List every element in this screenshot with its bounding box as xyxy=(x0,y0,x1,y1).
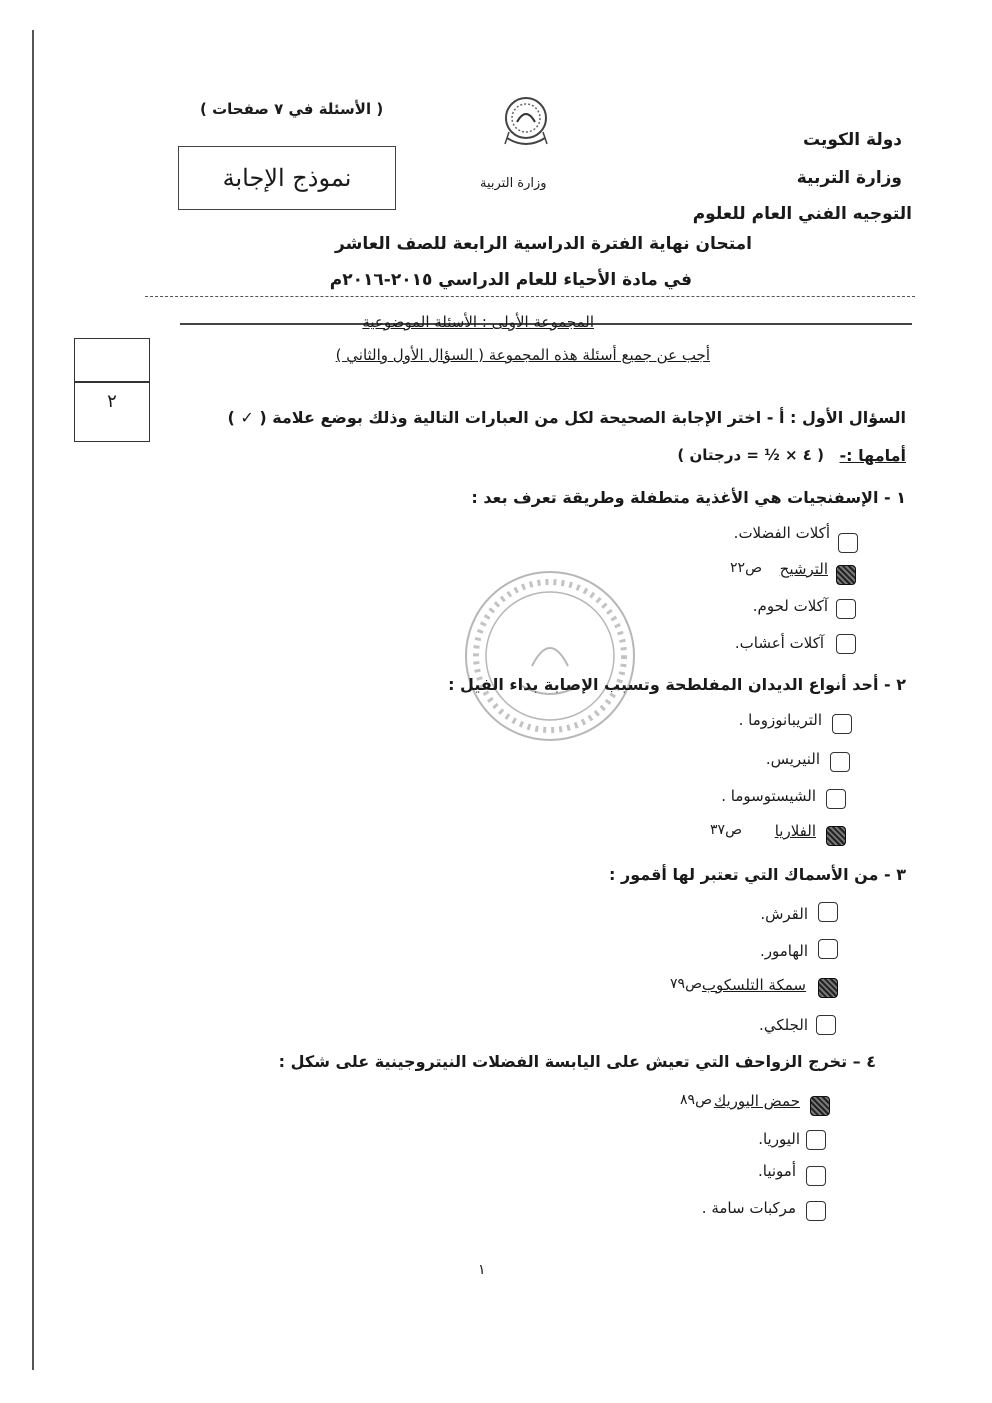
score-box xyxy=(74,338,150,442)
question1-subheading: أمامها :- xyxy=(839,446,906,465)
item-4-option-1-ref: ص٨٩ xyxy=(680,1092,712,1108)
exam-title: امتحان نهاية الفترة الدراسية الرابعة للصف العاشر xyxy=(335,234,752,254)
item-1-option-3-text: آكلات لحوم. xyxy=(752,597,828,615)
item-3-option-1-text: القرش. xyxy=(760,905,808,923)
item-3-option-4-text: الجلكي. xyxy=(759,1016,808,1034)
item-2-option-2-checkbox[interactable] xyxy=(830,752,850,772)
ministry-logo xyxy=(495,92,557,158)
score-divider xyxy=(75,381,149,383)
group-instruction: أجب عن جميع أسئلة هذه المجموعة ( السؤال الأول والثاني ) xyxy=(335,346,710,364)
item-2-option-2-text: النيريس. xyxy=(765,750,820,768)
item-3-option-3-checkbox[interactable] xyxy=(818,978,838,998)
item-3-option-3-ref: ص٧٩ xyxy=(670,976,702,992)
pages-note: ( الأسئلة في ٧ صفحات ) xyxy=(200,100,384,118)
state-name: دولة الكويت xyxy=(802,130,902,150)
item-2-option-4-ref: ص٣٧ xyxy=(710,822,742,838)
group-title: المجموعة الأولى : الأسئلة الموضوعية xyxy=(362,313,594,331)
item-1-option-3-checkbox[interactable] xyxy=(836,599,856,619)
scan-border-line xyxy=(32,30,34,1370)
item-3-option-2-checkbox[interactable] xyxy=(818,939,838,959)
item-2-option-1-text: التريبانوزوما . xyxy=(738,711,822,729)
item-4-option-1-checkbox[interactable] xyxy=(810,1096,830,1116)
item-1-option-2-text: الترشيح xyxy=(779,560,828,578)
score-value: ٢ xyxy=(107,391,117,412)
item-3-option-2-text: الهامور. xyxy=(759,942,808,960)
item-4-option-2-checkbox[interactable] xyxy=(806,1130,826,1150)
item-4-option-2-text: اليوريا. xyxy=(758,1130,800,1148)
item-4-option-3-text: أمونيا. xyxy=(758,1162,796,1180)
ministry-name: وزارة التربية xyxy=(796,168,902,188)
item-1-text: ١ - الإسفنجيات هي الأغذية متطفلة وطريقة تعرف بعد : xyxy=(471,488,906,507)
item-4-option-1-text: حمض اليوريك xyxy=(713,1092,800,1110)
logo-caption: وزارة التربية xyxy=(480,176,547,191)
model-answer-label: نموذج الإجابة xyxy=(222,164,352,192)
item-1-option-1-text: أكلات الفضلات. xyxy=(733,524,830,542)
item-1-option-4-checkbox[interactable] xyxy=(836,634,856,654)
item-2-option-4-text: الفلاريا xyxy=(774,822,816,840)
item-3-option-4-checkbox[interactable] xyxy=(816,1015,836,1035)
item-1-option-1-checkbox[interactable] xyxy=(838,533,858,553)
item-1-option-2-checkbox[interactable] xyxy=(836,565,856,585)
question1-marks: ( ٤ × ½ = درجتان ) xyxy=(677,446,824,464)
item-4-option-4-checkbox[interactable] xyxy=(806,1201,826,1221)
item-2-text: ٢ - أحد أنواع الديدان المفلطحة وتسبب الإصابة بداء الفيل : xyxy=(448,675,906,694)
item-2-option-3-checkbox[interactable] xyxy=(826,789,846,809)
item-1-option-4-text: آكلات أعشاب. xyxy=(734,634,824,652)
item-1-option-2-ref: ص٢٢ xyxy=(730,560,762,576)
header-divider-dashed xyxy=(145,296,915,297)
item-2-option-4-checkbox[interactable] xyxy=(826,826,846,846)
item-4-option-3-checkbox[interactable] xyxy=(806,1166,826,1186)
exam-subject: في مادة الأحياء للعام الدراسي ٢٠١٥-٢٠١٦م xyxy=(329,270,692,290)
directorate-name: التوجيه الفني العام للعلوم xyxy=(692,204,912,224)
item-2-option-3-text: الشيستوسوما . xyxy=(721,787,816,805)
model-answer-box xyxy=(178,146,396,210)
page-number: ١ xyxy=(478,1262,486,1278)
item-4-option-4-text: مركبات سامة . xyxy=(701,1199,796,1217)
question1-heading: السؤال الأول : أ - اختر الإجابة الصحيحة لكل من العبارات التالية وذلك بوضع علامة ( ✓ ) xyxy=(227,408,906,427)
item-4-text: ٤ – تخرج الزواحف التي تعيش على اليابسة الفضلات النيتروجينية على شكل : xyxy=(278,1052,876,1071)
item-3-text: ٣ - من الأسماك التي تعتبر لها أقمور : xyxy=(609,865,906,884)
item-3-option-1-checkbox[interactable] xyxy=(818,902,838,922)
item-3-option-3-text: سمكة التلسكوب xyxy=(701,976,806,994)
school-stamp xyxy=(462,568,638,744)
item-2-option-1-checkbox[interactable] xyxy=(832,714,852,734)
